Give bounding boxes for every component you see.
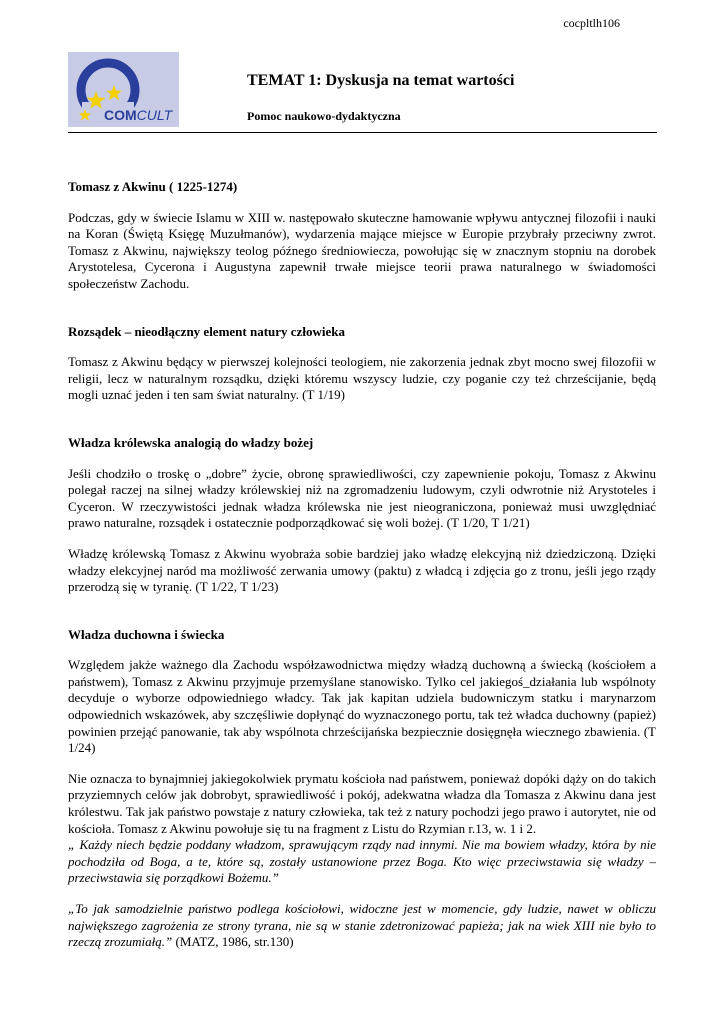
- comcult-logo: [68, 52, 179, 127]
- paragraph: Względem jakże ważnego dla Zachodu współzawodnictwa między władzą duchowną a świecką (kościołem a państwem), Tomasz z Akwinu przyjmuje przemyślane stanowisko. Tylko cel jakiegoś_działania lub wspólnoty decyduje o wyborze odpowiedniego władcy. Tak jak kapitan udziela budowniczym statku i marynarzom odpowiednich wskazówek, aby szczęśliwie dopłynąć do wyznaczonego portu, tak też władca duchowny (papież) powinien przejąć panowanie, tak aby wspólnota chrześcijańska bezpiecznie dosięgnęła wiecznego zbawienia. (T 1/24): [68, 657, 656, 756]
- quote-source: (MATZ, 1986, str.130): [172, 934, 294, 950]
- section-heading: Władza duchowna i świecka: [68, 626, 225, 642]
- paragraph: Jeśli chodziło o troskę o „dobre” życie, obronę sprawiedliwości, czy zapewnienie pokoju, Tomasz z Akwinu polegał raczej na silnej władzy królewskiej niż na zgromadzeniu ludowym, czyli odwrotnie niż Arystoteles i Cyceron. W rzeczywistości jednak władza królewska nie jest nieograniczona, ponieważ musi uwzględniać prawo naturalne, rozsądek i ostatecznie podporządkować się woli bożej. (T 1/20, T 1/21): [68, 465, 656, 531]
- paragraph: Tomasz z Akwinu będący w pierwszej kolejności teologiem, nie zakorzenia jednak zbyt mocno swej filozofii w religii, lecz w naturalnym rozsądku, dzięki któremu wszyscy ludzie, czy poganie czy też chrześcijanie, będą mogli uznać jeden i ten sam świat naturalny. (T 1/19): [68, 354, 656, 403]
- document-code: cocpltlh106: [563, 16, 620, 30]
- paragraph: Podczas, gdy w świecie Islamu w XIII w. następowało skuteczne hamowanie wpływu antycznej filozofii i nauki na Koran (Świętą Księgę Muzułmanów), wydarzenia mające miejsce w Europie przybrały przeciwny zwrot. Tomasz z Akwinu, największy teolog późnego średniowiecza, powołując się w znacznym stopniu na dorobek Arystotelesa, Cycerona i Augustyna zapewnił trwałe miejsce teorii prawa naturalnego w świadomości społeczeństw Zachodu.: [68, 209, 656, 291]
- document-body: [68, 179, 656, 951]
- page-subtitle: Pomoc naukowo-dydaktyczna: [247, 109, 401, 123]
- section-heading: Tomasz z Akwinu ( 1225-1274): [68, 179, 238, 194]
- section-heading: Rozsądek – nieodłączny element natury człowieka: [68, 323, 345, 339]
- paragraph: Władzę królewską Tomasz z Akwinu wyobraża sobie bardziej jako władzę elekcyjną niż dziedziczoną. Dzięki władzy elekcyjnej naród ma możliwość zerwania umowy (paktu) z władcą i zdjęcia go z tronu, jeśli jego rządy przerodzą się w tyranię. (T 1/22, T 1/23): [68, 545, 656, 595]
- bible-quote: „ Każdy niech będzie poddany władzom, sprawującym rządy nad innymi. Nie ma bowiem władzy, która by nie pochodziła od Boga, a te, które są, zostały ustanowione przez Boga. Kto więc przeciwstawia się władzy – przeciwstawia się porządkowi Bożemu.”: [68, 837, 656, 886]
- page-title: TEMAT 1: Dyskusja na temat wartości: [247, 72, 515, 89]
- logo-wordmark: COMCULT: [104, 107, 173, 123]
- paragraph: Nie oznacza to bynajmniej jakiegokolwiek prymatu kościoła nad państwem, ponieważ dopóki dąży on do takich przyziemnych celów jak dobrobyt, sprawiedliwość i pokój, adekwatna władza dla Tomasza z Akwinu dana jest królestwu. Tak jak państwo powstaje z natury człowieka, tak też z natury pochodzi jego prawo i autorytet, nie od kościoła. Tomasz z Akwinu powołuje się tu na fragment z Listu do Rzymian r.13, w. 1 i 2.: [68, 770, 656, 836]
- quote-text: „To jak samodzielnie państwo podlega kościołowi, widoczne jest w momencie, gdy ludzie, nawet w obliczu największego zagrożenia ze strony tyrana, nie są w stanie zdetronizować papieża; jak na wiek XIII nie było to rzeczą zrozumiałą.”: [68, 901, 656, 950]
- section-heading: Władza królewska analogią do władzy bożej: [68, 434, 314, 450]
- header-divider: [68, 132, 657, 133]
- matz-quote: [68, 901, 656, 951]
